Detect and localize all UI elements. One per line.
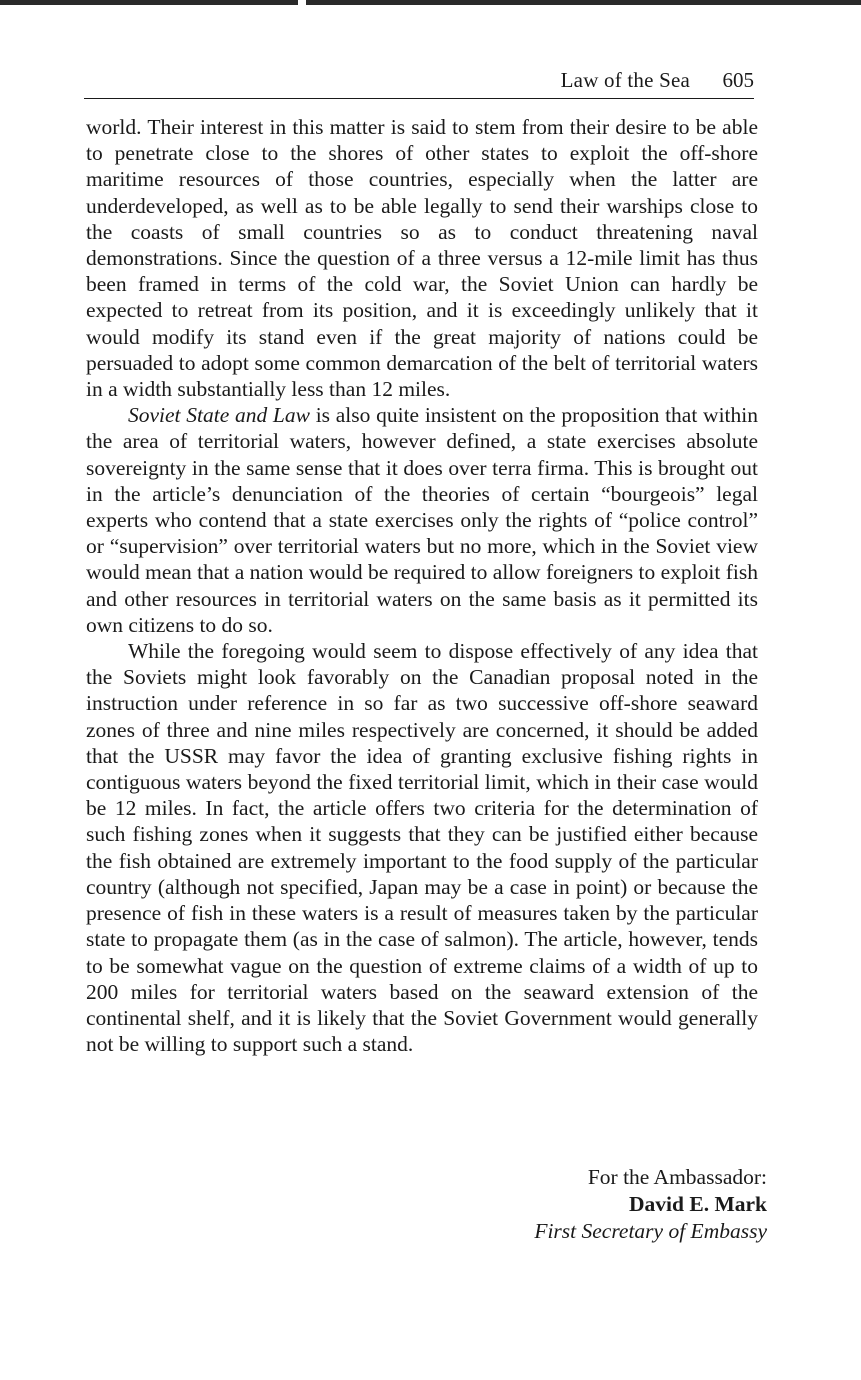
paragraph-1: world. Their interest in this matter is said to stem from their desire to be able to penetrate close to the shores of other states to exploit the off-shore maritime resources of those countries, especially when the latter are underdeveloped, as well as to be able legally to send their warships close to the coasts of small countries so as to conduct threatening naval demonstrations. Since the question of a three versus a 12-mile limit has thus been framed in terms of the cold war, the Soviet Union can hardly be expected to retreat from its position, and it is exceedingly unlikely that it would modify its stand even if the great majority of nations could be persuaded to adopt some common demarcation of the belt of territorial waters in a width substantially less than 12 miles.: [86, 115, 758, 402]
signature-block: [534, 1164, 767, 1245]
signature-name: David E. Mark: [629, 1192, 767, 1216]
signature-closing: For the Ambassador:: [587, 1165, 767, 1189]
page-number: 605: [722, 68, 754, 92]
paragraph-2: [86, 402, 758, 638]
publication-title: Soviet State and Law: [128, 403, 310, 428]
paragraph-3: While the foregoing would seem to dispose effectively of any idea that the Soviets might look favorably on the Canadian proposal noted in the instruction under reference in so far as two successive off-shore seaward zones of three and nine miles respectively are concerned, it should be added that the USSR may favor the idea of granting exclusive fishing rights in contiguous waters beyond the fixed territorial limit, which in their case would be 12 miles. In fact, the article offers two criteria for the determination of such fishing zones when it suggests that they can be justified either because the fish obtained are extremely important to the food supply of the particular country (although not specified, Japan may be a case in point) or because the presence of fish in these waters is a result of measures taken by the particular state to propagate them (as in the case of salmon). The article, however, tends to be somewhat vague on the question of extreme claims of a width of up to 200 miles for territorial waters based on the seaward extension of the continental shelf, and it is likely that the Soviet Government would generally not be willing to support such a stand.: [86, 639, 758, 1057]
paragraph-2-text: is also quite insistent on the proposition that within the area of territorial waters, however defined, a state exercises absolute sovereignty in the same sense that it does over terra firma. This is brought out in the article’s denunciation of the theories of certain “bourgeois” legal experts who contend that a state exercises only the rights of “police control” or “supervision” over territorial waters but no more, which in the Soviet view would mean that a nation would be required to allow foreigners to exploit fish and other resources in territorial waters on the same basis as it permitted its own citizens to do so.: [86, 403, 758, 637]
scan-edge-gap: [298, 0, 306, 5]
scan-top-edge: [0, 0, 861, 5]
signature-title: First Secretary of Embassy: [534, 1219, 767, 1243]
running-head-title: Law of the Sea: [560, 68, 690, 92]
body-text: [86, 114, 758, 1057]
running-head: [84, 66, 754, 99]
